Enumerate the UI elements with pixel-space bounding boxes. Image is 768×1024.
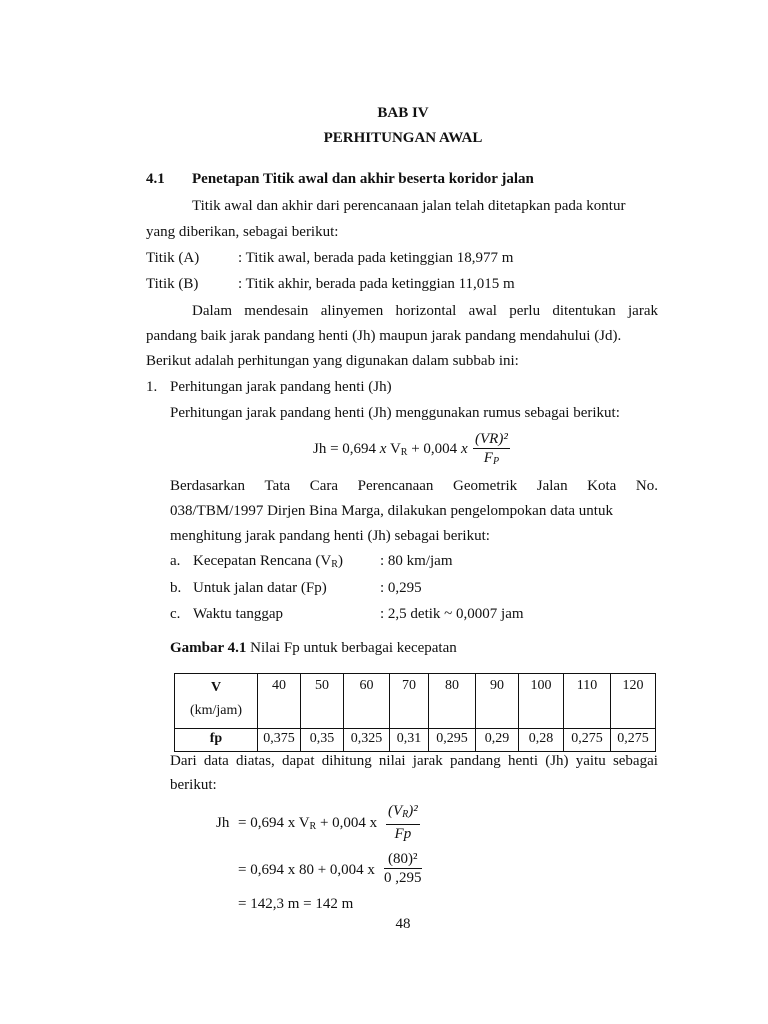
label-text: Kecepatan Rencana (V bbox=[193, 553, 332, 569]
word: diatas, bbox=[236, 753, 275, 769]
frac1-denominator: Fp bbox=[394, 826, 412, 842]
frac2-numerator: (80)² bbox=[384, 851, 422, 869]
word: horizontal bbox=[395, 303, 457, 319]
table-cell: 0,35 bbox=[301, 729, 344, 752]
list-number: 1. bbox=[146, 379, 158, 395]
formula-x2: x bbox=[460, 441, 468, 457]
table-cell: 90 bbox=[476, 674, 519, 729]
step1-post: + 0,004 x bbox=[316, 815, 378, 831]
word: sebagai bbox=[612, 753, 658, 769]
word: jarak bbox=[412, 753, 443, 769]
formula-v: V bbox=[389, 441, 401, 457]
para2-line1 bbox=[192, 303, 658, 320]
formula-jh bbox=[313, 441, 468, 458]
word: ditentukan bbox=[552, 303, 616, 319]
num-v: V bbox=[393, 803, 403, 819]
word: Geometrik bbox=[453, 478, 518, 494]
figure-label: Gambar 4.1 bbox=[170, 640, 247, 656]
param-c-letter: c. bbox=[170, 606, 181, 622]
calc-step3: = 142,3 m = 142 m bbox=[238, 896, 354, 912]
header-v-line2: (km/jam) bbox=[189, 703, 243, 718]
param-a-label bbox=[193, 553, 343, 570]
table-cell: 0,31 bbox=[390, 729, 429, 752]
para3-line2: 038/TBM/1997 Dirjen Bina Marga, dilakukan pengelompokan data untuk bbox=[170, 503, 613, 519]
word: yaitu bbox=[575, 753, 606, 769]
param-c-value: : 2,5 detik ~ 0,0007 jam bbox=[380, 606, 524, 622]
page-number: 48 bbox=[395, 916, 411, 932]
point-b-label: Titik (B) bbox=[146, 276, 199, 292]
word: jarak bbox=[628, 303, 658, 319]
para4-line1 bbox=[170, 753, 658, 770]
table-cell: 60 bbox=[344, 674, 390, 729]
para2-line3: Berikut adalah perhitungan yang digunakan dalam subbab ini: bbox=[146, 353, 519, 369]
table-cell: 0,325 bbox=[344, 729, 390, 752]
param-b-letter: b. bbox=[170, 580, 182, 596]
calc-fraction-2 bbox=[384, 851, 422, 886]
step1-sub: R bbox=[309, 821, 317, 832]
para4-line2: berikut: bbox=[170, 777, 217, 793]
table-cell: 70 bbox=[390, 674, 429, 729]
calc-step1 bbox=[238, 815, 377, 832]
point-a-label: Titik (A) bbox=[146, 250, 200, 266]
list-intro: Perhitungan jarak pandang henti (Jh) menggunakan rumus sebagai berikut: bbox=[170, 405, 620, 421]
table-cell: 120 bbox=[611, 674, 656, 729]
para2-line2: pandang baik jarak pandang henti (Jh) maupun jarak pandang mendahului (Jd). bbox=[146, 328, 622, 344]
formula-lhs: Jh = 0,694 bbox=[313, 441, 377, 457]
calc-step2: = 0,694 x 80 + 0,004 x bbox=[238, 862, 375, 878]
para1-line1: Titik awal dan akhir dari perencanaan jalan telah ditetapkan pada kontur bbox=[192, 198, 626, 214]
point-a-desc: : Titik awal, berada pada ketinggian 18,977 m bbox=[238, 250, 514, 266]
table-row-fp bbox=[175, 729, 656, 752]
word: mendesain bbox=[244, 303, 309, 319]
word: Cara bbox=[309, 478, 339, 494]
figure-caption bbox=[170, 640, 457, 657]
den-sub: P bbox=[492, 456, 500, 467]
formula-x: x bbox=[379, 441, 387, 457]
formula-plus: + 0,004 bbox=[411, 441, 458, 457]
section-number: 4.1 bbox=[146, 171, 165, 187]
point-b-desc: : Titik akhir, berada pada ketinggian 11,015 m bbox=[238, 276, 515, 292]
formula-fraction bbox=[473, 431, 510, 470]
word: (Jh) bbox=[545, 753, 569, 769]
calc-jh: Jh bbox=[216, 815, 230, 831]
word: data bbox=[203, 753, 229, 769]
table-header-fp: fp bbox=[175, 729, 258, 752]
param-a-letter: a. bbox=[170, 553, 181, 569]
table-cell: 0,275 bbox=[611, 729, 656, 752]
para3-line3: menghitung jarak pandang henti (Jh) sebagai berikut: bbox=[170, 528, 490, 544]
word: perlu bbox=[509, 303, 541, 319]
table-cell: 0,29 bbox=[476, 729, 519, 752]
table-cell: 50 bbox=[301, 674, 344, 729]
word: Berdasarkan bbox=[170, 478, 245, 494]
word: Kota bbox=[587, 478, 617, 494]
word: henti bbox=[508, 753, 538, 769]
word: dapat bbox=[282, 753, 315, 769]
para1-line2: yang diberikan, sebagai berikut: bbox=[146, 224, 339, 240]
chapter-title: PERHITUNGAN AWAL bbox=[323, 130, 483, 146]
param-c-label: Waktu tanggap bbox=[193, 606, 284, 622]
table-cell: 40 bbox=[258, 674, 301, 729]
table-cell: 80 bbox=[429, 674, 476, 729]
table-cell: 0,275 bbox=[564, 729, 611, 752]
figure-caption-text: Nilai Fp untuk berbagai kecepatan bbox=[246, 640, 457, 656]
word: Perencanaan bbox=[357, 478, 434, 494]
frac2-denominator: 0 ,295 bbox=[384, 870, 422, 886]
word: Dari bbox=[170, 753, 197, 769]
param-a-value: : 80 km/jam bbox=[380, 553, 453, 569]
table-cell: 100 bbox=[519, 674, 564, 729]
para3-line1 bbox=[170, 478, 658, 495]
table-cell: 0,295 bbox=[429, 729, 476, 752]
chapter-label: BAB IV bbox=[377, 105, 429, 121]
word: nilai bbox=[378, 753, 406, 769]
table-header-v bbox=[175, 674, 258, 729]
word: Dalam bbox=[192, 303, 232, 319]
word: Tata bbox=[264, 478, 291, 494]
frac1-numerator: $(V_R)^2$ bbox=[386, 803, 420, 825]
word: No. bbox=[635, 478, 658, 494]
word: awal bbox=[468, 303, 497, 319]
section-title: Penetapan Titik awal dan akhir beserta koridor jalan bbox=[192, 171, 534, 187]
param-b-label: Untuk jalan datar (Fp) bbox=[193, 580, 327, 596]
calc-fraction-1 bbox=[386, 803, 420, 842]
param-b-value: : 0,295 bbox=[380, 580, 422, 596]
den-f: F bbox=[483, 450, 493, 466]
table-cell: 110 bbox=[564, 674, 611, 729]
step1-pre: = 0,694 x V bbox=[238, 815, 310, 831]
label-end: ) bbox=[337, 553, 343, 569]
num-sub: R bbox=[402, 809, 409, 820]
label-sub: R bbox=[331, 559, 338, 570]
formula-sub-r: R bbox=[400, 447, 408, 458]
fp-table bbox=[174, 673, 656, 752]
table-cell: 0,375 bbox=[258, 729, 301, 752]
fraction-numerator: (VR)² bbox=[475, 431, 508, 447]
header-v-line1: V bbox=[210, 680, 222, 695]
table-cell: 0,28 bbox=[519, 729, 564, 752]
word: Jalan bbox=[536, 478, 568, 494]
word: dihitung bbox=[321, 753, 372, 769]
word: alinyemen bbox=[320, 303, 384, 319]
list-title: Perhitungan jarak pandang henti (Jh) bbox=[170, 379, 392, 395]
table-row-speed bbox=[175, 674, 656, 729]
word: pandang bbox=[449, 753, 501, 769]
fraction-denominator bbox=[473, 449, 510, 470]
